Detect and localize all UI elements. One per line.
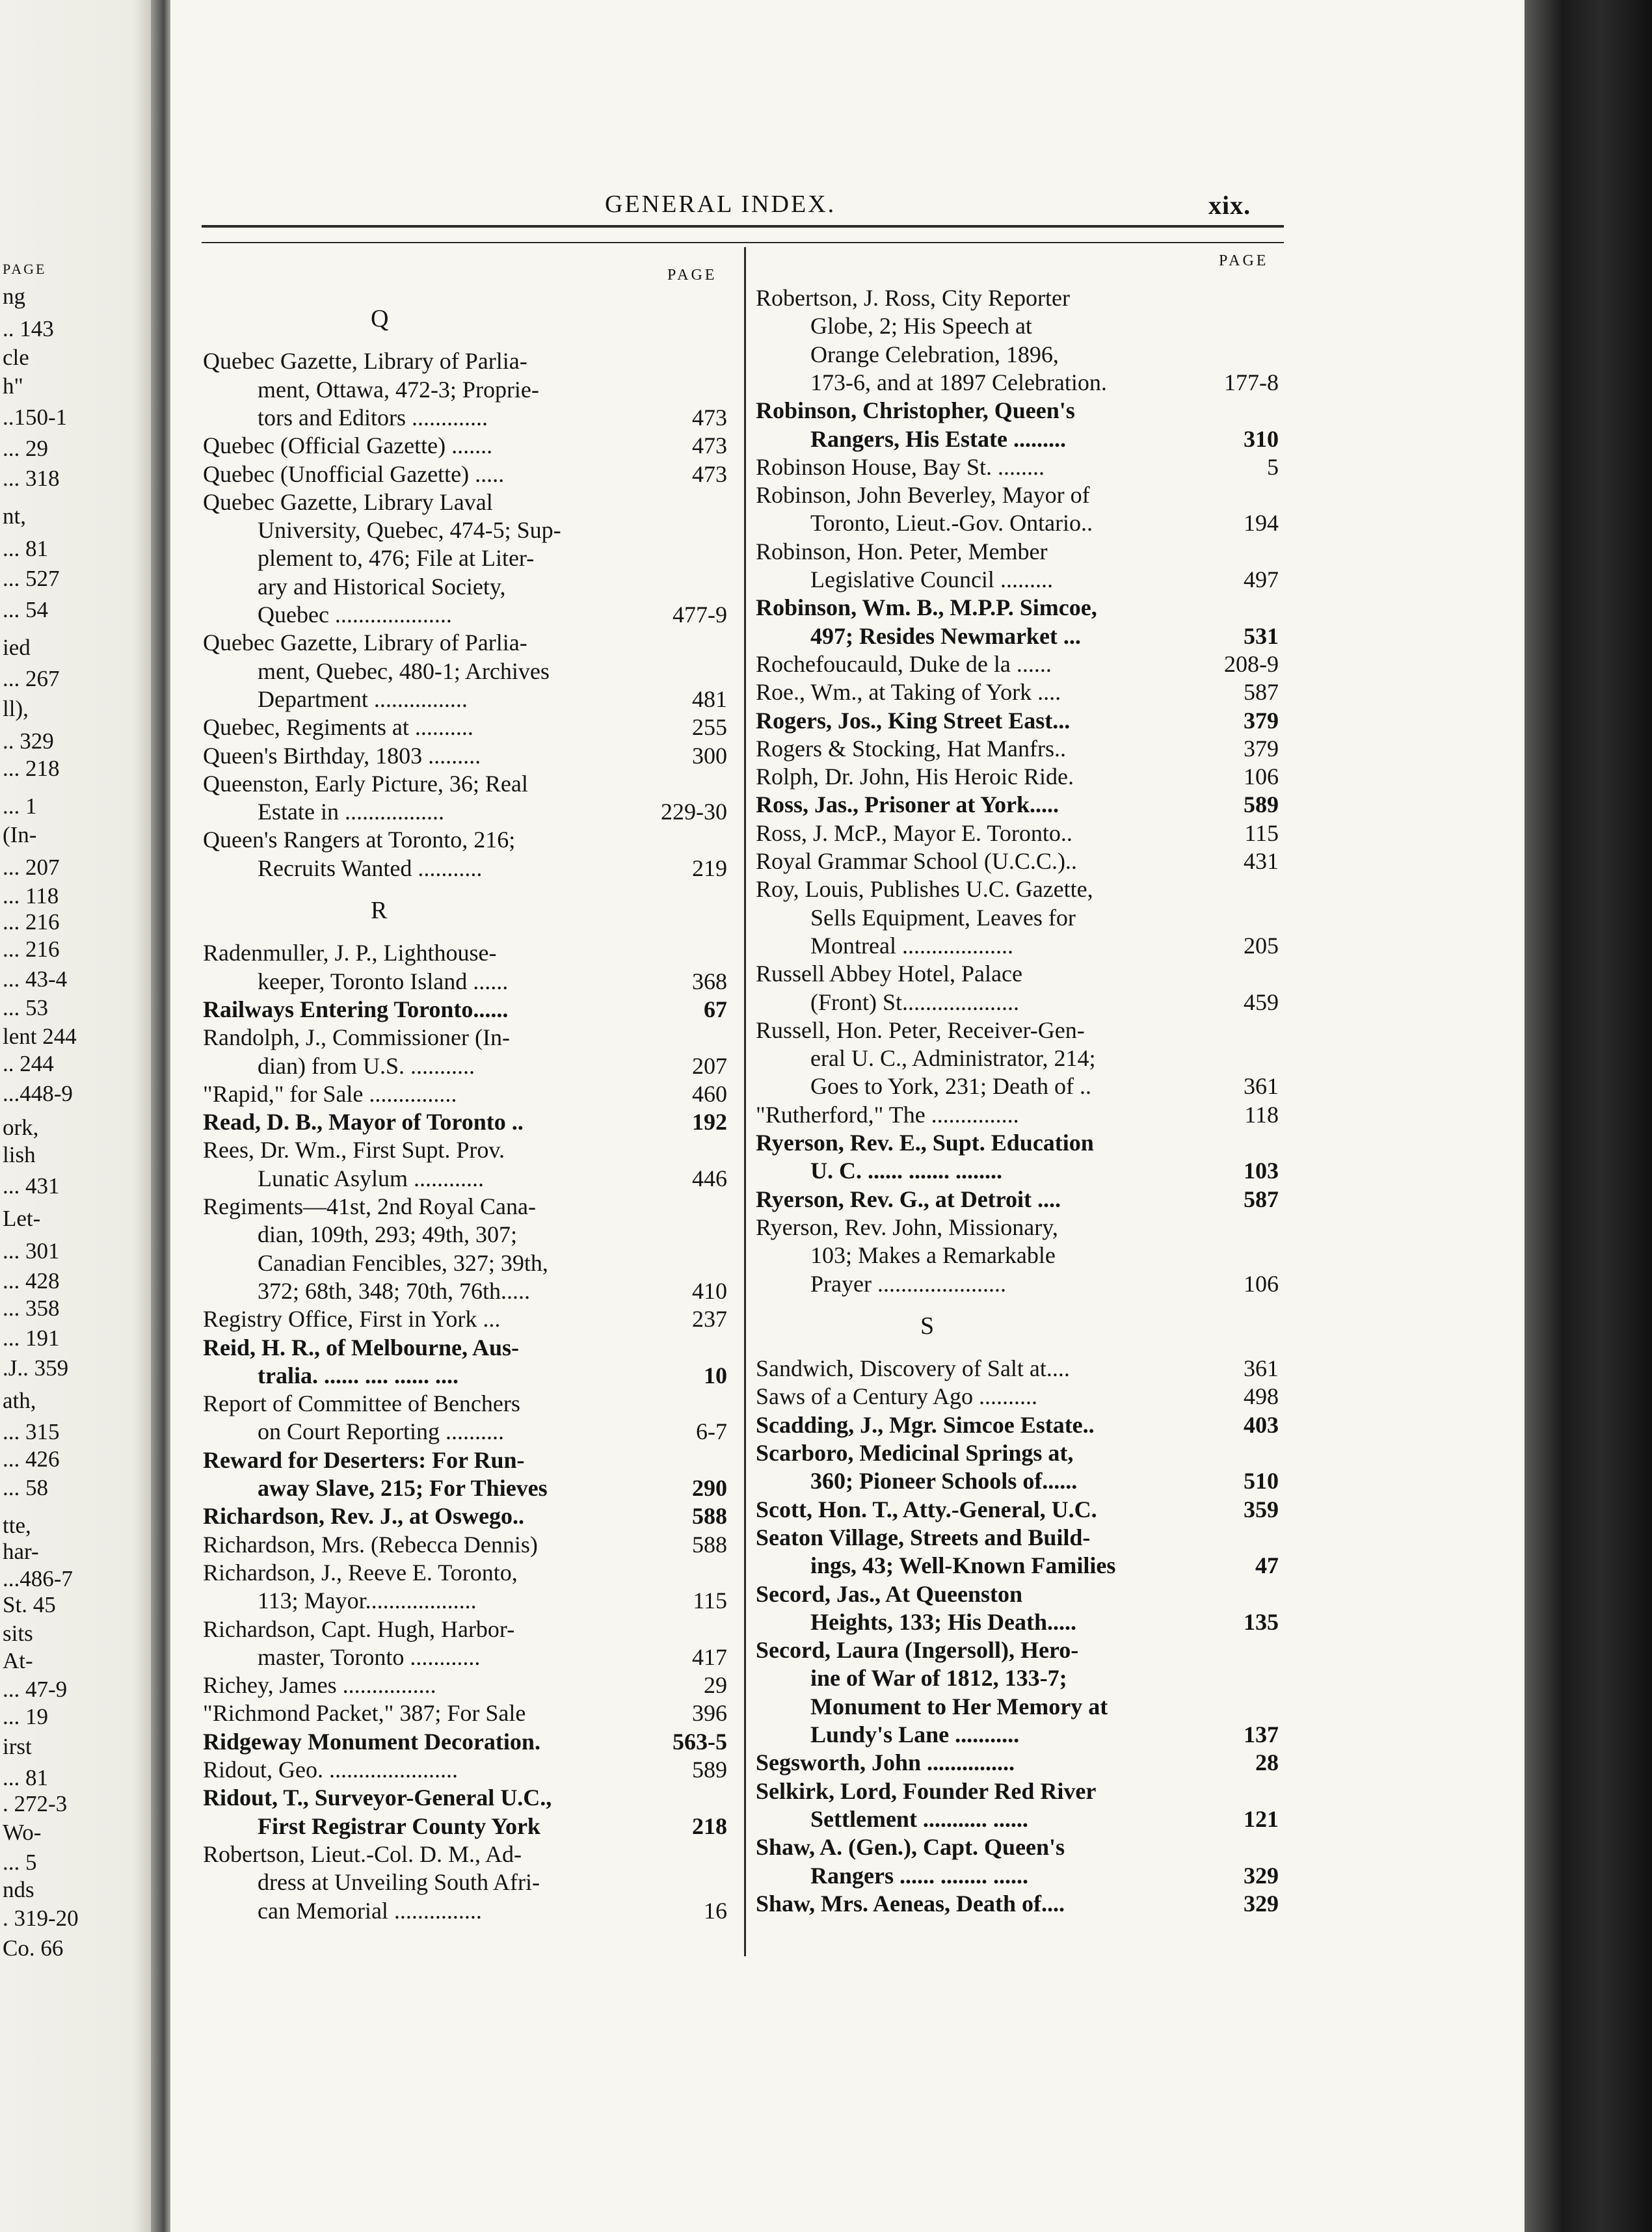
book-edge-shadow bbox=[1525, 0, 1652, 2232]
page-reference: 417 bbox=[692, 1643, 727, 1670]
fragment-line: . 319-20 bbox=[3, 1906, 79, 1931]
entry-continuation: Canadian Fencibles, 327; 39th, bbox=[258, 1249, 548, 1276]
entry-continuation: Sells Equipment, Leaves for bbox=[810, 904, 1076, 931]
page-reference: 208-9 bbox=[1224, 650, 1279, 677]
entry-continuation: Estate in ................. bbox=[258, 799, 444, 825]
fragment-line: St. 45 bbox=[3, 1592, 56, 1617]
fragment-line: ... 47-9 bbox=[3, 1677, 68, 1702]
fragment-line: ... 53 bbox=[3, 995, 48, 1020]
fragment-line: ...486-7 bbox=[3, 1566, 73, 1591]
entry-continuation: ine of War of 1812, 133-7; bbox=[810, 1665, 1067, 1692]
entry-continuation: Orange Celebration, 1896, bbox=[810, 341, 1059, 367]
page-reference: 6-7 bbox=[696, 1418, 727, 1445]
page-reference: 237 bbox=[692, 1306, 727, 1333]
entry-heading: Railways Entering Toronto...... bbox=[203, 996, 509, 1022]
page-reference: 177-8 bbox=[1224, 369, 1279, 395]
page-reference: 329 bbox=[1244, 1890, 1279, 1917]
section-letter: S bbox=[920, 1312, 935, 1340]
fragment-line: .. 244 bbox=[3, 1051, 54, 1076]
entry-heading: Richardson, Rev. J., at Oswego.. bbox=[203, 1503, 524, 1530]
entry-continuation: ings, 43; Well-Known Families bbox=[810, 1552, 1116, 1579]
fragment-line: ...448-9 bbox=[3, 1081, 73, 1106]
entry-heading: Quebec (Unofficial Gazette) ..... bbox=[203, 460, 505, 487]
fragment-line: h" bbox=[3, 373, 23, 399]
page-reference: 431 bbox=[1244, 848, 1279, 874]
entry-continuation: Legislative Council ......... bbox=[810, 566, 1053, 592]
entry-heading: "Rutherford," The ............... bbox=[756, 1101, 1019, 1128]
page-reference: 589 bbox=[692, 1757, 727, 1783]
entry-heading: Selkirk, Lord, Founder Red River bbox=[756, 1777, 1097, 1804]
entry-heading: Report of Committee of Benchers bbox=[203, 1390, 520, 1417]
entry-heading: Ross, J. McP., Mayor E. Toronto.. bbox=[756, 819, 1072, 846]
entry-continuation: tralia. ...... .... ...... .... bbox=[258, 1362, 459, 1388]
fragment-line: tte, bbox=[3, 1513, 31, 1538]
page-reference: 481 bbox=[692, 685, 727, 712]
entry-heading: Ridgeway Monument Decoration. bbox=[203, 1728, 540, 1755]
entry-continuation: Recruits Wanted ........... bbox=[258, 855, 483, 881]
section-letter: Q bbox=[371, 305, 389, 332]
page-reference: 473 bbox=[692, 404, 727, 431]
page-reference: 300 bbox=[692, 742, 727, 769]
page-reference: 379 bbox=[1244, 707, 1279, 734]
entry-continuation: dian) from U.S. ........... bbox=[258, 1052, 475, 1079]
fragment-line: ... 58 bbox=[3, 1475, 48, 1500]
fragment-line: ork, bbox=[3, 1115, 39, 1140]
page-reference: 510 bbox=[1244, 1468, 1279, 1495]
entry-continuation: plement to, 476; File at Liter- bbox=[258, 545, 535, 572]
fragment-line: At- bbox=[3, 1648, 33, 1673]
fragment-line: ... 426 bbox=[3, 1446, 60, 1472]
fragment-line: Let- bbox=[3, 1206, 41, 1231]
fragment-line: ... 5 bbox=[3, 1850, 37, 1875]
fragment-line: ... 207 bbox=[3, 855, 60, 880]
entry-heading: Read, D. B., Mayor of Toronto .. bbox=[203, 1109, 524, 1136]
entry-heading: Richardson, Capt. Hugh, Harbor- bbox=[203, 1615, 515, 1642]
page-reference: 229-30 bbox=[661, 799, 727, 825]
page-reference: 588 bbox=[692, 1531, 727, 1558]
page-reference: 396 bbox=[692, 1700, 727, 1727]
page-reference: 28 bbox=[1255, 1749, 1279, 1776]
entry-heading: Registry Office, First in York ... bbox=[203, 1306, 501, 1333]
entry-heading: Quebec, Regiments at .......... bbox=[203, 714, 473, 741]
entry-heading: Rogers, Jos., King Street East... bbox=[756, 707, 1071, 734]
page-reference: 219 bbox=[692, 855, 727, 881]
entry-continuation: 103; Makes a Remarkable bbox=[810, 1242, 1056, 1269]
fragment-line: har- bbox=[3, 1539, 39, 1564]
page-reference: 192 bbox=[692, 1109, 727, 1136]
entry-continuation: (Front) St.................... bbox=[810, 989, 1020, 1015]
fragment-line: ... 43-4 bbox=[3, 966, 68, 992]
page-reference: 410 bbox=[692, 1277, 727, 1304]
page-number: xix. bbox=[1208, 191, 1251, 220]
entry-continuation: ment, Ottawa, 472-3; Proprie- bbox=[258, 376, 539, 403]
fragment-line: ... 315 bbox=[3, 1419, 60, 1444]
page-reference: 118 bbox=[1244, 1101, 1279, 1128]
page-reference: 361 bbox=[1244, 1355, 1279, 1382]
fragment-line: ... 19 bbox=[3, 1704, 48, 1729]
page-reference: 218 bbox=[692, 1813, 727, 1839]
entry-heading: Rolph, Dr. John, His Heroic Ride. bbox=[756, 764, 1074, 790]
page-reference: 106 bbox=[1244, 1270, 1279, 1297]
entry-heading: Quebec (Official Gazette) ....... bbox=[203, 432, 493, 459]
entry-continuation: 173-6, and at 1897 Celebration. bbox=[810, 369, 1107, 395]
entry-heading: Scott, Hon. T., Atty.-General, U.C. bbox=[756, 1496, 1097, 1522]
fragment-line: ... 118 bbox=[3, 883, 59, 909]
fragment-line: (In- bbox=[3, 822, 37, 847]
entry-continuation: master, Toronto ............ bbox=[258, 1643, 481, 1670]
entry-heading: "Richmond Packet," 387; For Sale bbox=[203, 1700, 526, 1727]
page-reference: 121 bbox=[1244, 1805, 1279, 1832]
entry-continuation: keeper, Toronto Island ...... bbox=[258, 968, 509, 994]
page-reference: 498 bbox=[1244, 1383, 1279, 1410]
fragment-line: ... 81 bbox=[3, 1765, 48, 1790]
entry-heading: Ryerson, Rev. G., at Detroit .... bbox=[756, 1186, 1061, 1212]
fragment-line: cle bbox=[3, 345, 29, 370]
fragment-line: ... 29 bbox=[3, 436, 48, 461]
fragment-line: ll), bbox=[3, 696, 29, 721]
page-reference: 29 bbox=[704, 1672, 727, 1699]
entry-heading: Shaw, Mrs. Aeneas, Death of.... bbox=[756, 1890, 1065, 1917]
fragment-line: ... 318 bbox=[3, 466, 60, 491]
fragment-line: sits bbox=[3, 1621, 33, 1646]
page-reference: 67 bbox=[704, 996, 727, 1022]
page-reference: 460 bbox=[692, 1080, 727, 1107]
entry-continuation: Settlement ........... ...... bbox=[810, 1805, 1028, 1832]
page-reference: 473 bbox=[692, 460, 727, 487]
fragment-line: Co. 66 bbox=[3, 1935, 64, 1961]
entry-continuation: dress at Unveiling South Afri- bbox=[258, 1869, 540, 1896]
entry-continuation: 360; Pioneer Schools of...... bbox=[810, 1468, 1078, 1495]
page-column-label: PAGE bbox=[667, 267, 717, 284]
fragment-line: ... 358 bbox=[3, 1295, 60, 1321]
fragment-line: ... 301 bbox=[3, 1238, 60, 1264]
entry-heading: Queen's Birthday, 1803 ......... bbox=[203, 742, 481, 769]
page-reference: 587 bbox=[1244, 679, 1279, 706]
entry-continuation: eral U. C., Administrator, 214; bbox=[810, 1045, 1096, 1072]
fragment-line: ... 267 bbox=[3, 666, 60, 691]
page-reference: 103 bbox=[1244, 1158, 1279, 1184]
entry-heading: Reward for Deserters: For Run- bbox=[203, 1446, 525, 1473]
entry-heading: Ryerson, Rev. John, Missionary, bbox=[756, 1214, 1058, 1240]
page-reference: 205 bbox=[1244, 932, 1279, 959]
page-column-label: PAGE bbox=[1219, 252, 1269, 269]
fragment-line: ... 216 bbox=[3, 937, 60, 962]
entry-continuation: 372; 68th, 348; 70th, 76th..... bbox=[258, 1277, 531, 1304]
entry-continuation: Prayer ...................... bbox=[810, 1270, 1006, 1297]
entry-continuation: First Registrar County York bbox=[258, 1813, 540, 1839]
entry-heading: Rochefoucauld, Duke de la ...... bbox=[756, 650, 1052, 677]
fragment-line: ... 527 bbox=[3, 566, 60, 591]
entry-heading: Russell Abbey Hotel, Palace bbox=[756, 961, 1022, 987]
fragment-line: ... 191 bbox=[3, 1325, 60, 1351]
fragment-line: irst bbox=[3, 1734, 32, 1759]
page-reference: 531 bbox=[1244, 622, 1279, 649]
page-reference: 16 bbox=[704, 1897, 727, 1924]
entry-continuation: Department ................ bbox=[258, 685, 468, 712]
entry-heading: Randolph, J., Commissioner (In- bbox=[203, 1024, 510, 1051]
entry-heading: Robertson, Lieut.-Col. D. M., Ad- bbox=[203, 1840, 522, 1867]
fragment-line: . 272-3 bbox=[3, 1791, 68, 1816]
fragment-line: ied bbox=[3, 635, 31, 660]
fragment-line: .. 329 bbox=[3, 728, 54, 754]
entry-continuation: tors and Editors ............. bbox=[258, 404, 488, 431]
page-reference: 135 bbox=[1244, 1608, 1279, 1635]
entry-continuation: on Court Reporting .......... bbox=[258, 1418, 504, 1445]
page-reference: 563-5 bbox=[673, 1728, 727, 1755]
entry-heading: Scadding, J., Mgr. Simcoe Estate.. bbox=[756, 1411, 1095, 1438]
entry-heading: Ridout, T., Surveyor-General U.C., bbox=[203, 1785, 552, 1811]
entry-heading: Saws of a Century Ago .......... bbox=[756, 1383, 1037, 1410]
entry-heading: Radenmuller, J. P., Lighthouse- bbox=[203, 940, 497, 966]
entry-heading: Quebec Gazette, Library of Parlia- bbox=[203, 348, 527, 375]
entry-heading: Richardson, J., Reeve E. Toronto, bbox=[203, 1559, 518, 1586]
page-reference: 115 bbox=[1244, 819, 1279, 846]
entry-continuation: Montreal ................... bbox=[810, 932, 1013, 959]
page-reference: 361 bbox=[1244, 1073, 1279, 1100]
header-rule-thin bbox=[202, 242, 1284, 243]
entry-heading: Shaw, A. (Gen.), Capt. Queen's bbox=[756, 1834, 1065, 1861]
page-reference: 497 bbox=[1244, 566, 1279, 592]
page-reference: 106 bbox=[1244, 764, 1279, 790]
entry-heading: Roe., Wm., at Taking of York .... bbox=[756, 679, 1061, 706]
page-reference: 329 bbox=[1244, 1862, 1279, 1889]
page-reference: 459 bbox=[1244, 989, 1279, 1015]
entry-continuation: away Slave, 215; For Thieves bbox=[258, 1475, 548, 1501]
entry-heading: Ross, Jas., Prisoner at York..... bbox=[756, 791, 1059, 818]
entry-heading: Robinson, Hon. Peter, Member bbox=[756, 538, 1048, 565]
entry-heading: Robinson House, Bay St. ........ bbox=[756, 453, 1045, 480]
page-reference: 115 bbox=[693, 1588, 727, 1614]
page-reference: 255 bbox=[692, 714, 727, 741]
entry-continuation: Toronto, Lieut.-Gov. Ontario.. bbox=[810, 510, 1093, 537]
section-letter: R bbox=[371, 897, 388, 924]
entry-continuation: Goes to York, 231; Death of .. bbox=[810, 1073, 1091, 1100]
entry-heading: Seaton Village, Streets and Build- bbox=[756, 1524, 1091, 1550]
entry-continuation: ary and Historical Society, bbox=[258, 573, 506, 600]
fragment-line: ... 216 bbox=[3, 909, 60, 935]
fragment-line: nds bbox=[3, 1877, 34, 1902]
entry-continuation: Rangers ...... ........ ...... bbox=[810, 1862, 1028, 1889]
entry-continuation: Monument to Her Memory at bbox=[810, 1693, 1108, 1720]
fragment-line: ath, bbox=[3, 1388, 36, 1413]
page-reference: 47 bbox=[1255, 1552, 1279, 1579]
entry-heading: Scarboro, Medicinal Springs at, bbox=[756, 1440, 1074, 1466]
entry-heading: Roy, Louis, Publishes U.C. Gazette, bbox=[756, 876, 1093, 903]
page-reference: 403 bbox=[1244, 1411, 1279, 1438]
entry-continuation: Lundy's Lane ........... bbox=[810, 1721, 1020, 1747]
fragment-line: ng bbox=[3, 284, 25, 309]
entry-heading: Sandwich, Discovery of Salt at.... bbox=[756, 1355, 1070, 1382]
fragment-line: nt, bbox=[3, 503, 26, 529]
entry-heading: Royal Grammar School (U.C.C.).. bbox=[756, 848, 1077, 874]
entry-heading: Robinson, Wm. B., M.P.P. Simcoe, bbox=[756, 594, 1097, 621]
page-reference: 379 bbox=[1244, 735, 1279, 762]
fragment-line: PAGE bbox=[3, 261, 47, 277]
page-reference: 368 bbox=[692, 968, 727, 994]
fragment-line: ... 1 bbox=[3, 793, 37, 819]
entry-continuation: Heights, 133; His Death..... bbox=[810, 1608, 1076, 1635]
page-reference: 290 bbox=[692, 1475, 727, 1501]
entry-heading: Quebec Gazette, Library of Parlia- bbox=[203, 630, 527, 656]
fragment-line: lent 244 bbox=[3, 1024, 77, 1049]
page-reference: 473 bbox=[692, 432, 727, 459]
entry-heading: Segsworth, John ............... bbox=[756, 1749, 1015, 1776]
fragment-line: .J.. 359 bbox=[3, 1355, 69, 1381]
entry-continuation: ment, Quebec, 480-1; Archives bbox=[258, 658, 550, 684]
entry-heading: Queenston, Early Picture, 36; Real bbox=[203, 770, 528, 797]
entry-heading: Quebec Gazette, Library Laval bbox=[203, 488, 493, 515]
header-rule bbox=[202, 225, 1284, 228]
fragment-line: ... 428 bbox=[3, 1268, 60, 1294]
entry-heading: Rogers & Stocking, Hat Manfrs.. bbox=[756, 735, 1066, 762]
page-reference: 137 bbox=[1244, 1721, 1279, 1747]
page-reference: 5 bbox=[1267, 453, 1279, 480]
entry-continuation: can Memorial ............... bbox=[258, 1897, 482, 1924]
entry-continuation: dian, 109th, 293; 49th, 307; bbox=[258, 1221, 517, 1248]
fragment-line: ... 431 bbox=[3, 1173, 60, 1199]
page-reference: 194 bbox=[1244, 510, 1279, 537]
entry-heading: Secord, Jas., At Queenston bbox=[756, 1580, 1023, 1607]
page-reference: 589 bbox=[1244, 791, 1279, 818]
column-divider bbox=[744, 247, 746, 1956]
entry-continuation: 113; Mayor................... bbox=[258, 1588, 477, 1614]
entry-heading: Robinson, John Beverley, Mayor of bbox=[756, 482, 1090, 509]
entry-heading: Reid, H. R., of Melbourne, Aus- bbox=[203, 1334, 519, 1361]
page-reference: 477-9 bbox=[673, 602, 727, 628]
entry-heading: Ryerson, Rev. E., Supt. Education bbox=[756, 1130, 1094, 1156]
page-reference: 310 bbox=[1244, 425, 1279, 452]
entry-heading: Russell, Hon. Peter, Receiver-Gen- bbox=[756, 1016, 1085, 1043]
fragment-line: ... 81 bbox=[3, 536, 48, 561]
entry-heading: Ridout, Geo. ...................... bbox=[203, 1757, 458, 1783]
entry-continuation: Quebec .................... bbox=[258, 602, 452, 628]
entry-heading: Queen's Rangers at Toronto, 216; bbox=[203, 827, 516, 853]
entry-heading: "Rapid," for Sale ............... bbox=[203, 1080, 457, 1107]
fragment-line: ... 218 bbox=[3, 756, 60, 781]
entry-heading: Richardson, Mrs. (Rebecca Dennis) bbox=[203, 1531, 538, 1558]
fragment-line: ... 54 bbox=[3, 597, 48, 622]
page-reference: 587 bbox=[1244, 1186, 1279, 1212]
fragment-line: .. 143 bbox=[3, 316, 54, 341]
entry-heading: Robinson, Christopher, Queen's bbox=[756, 397, 1075, 424]
fragment-line: lish bbox=[3, 1142, 36, 1167]
page-reference: 359 bbox=[1244, 1496, 1279, 1522]
entry-heading: Rees, Dr. Wm., First Supt. Prov. bbox=[203, 1137, 505, 1163]
entry-heading: Richey, James ................ bbox=[203, 1672, 436, 1699]
entry-heading: Robertson, J. Ross, City Reporter bbox=[756, 285, 1070, 311]
page-reference: 446 bbox=[692, 1165, 727, 1191]
page-reference: 10 bbox=[704, 1362, 727, 1388]
entry-continuation: Rangers, His Estate ......... bbox=[810, 425, 1066, 452]
entry-heading: Regiments—41st, 2nd Royal Cana- bbox=[203, 1193, 536, 1219]
entry-continuation: Globe, 2; His Speech at bbox=[810, 313, 1032, 339]
entry-continuation: U. C. ...... ....... ........ bbox=[810, 1158, 1002, 1184]
page-title: GENERAL INDEX. bbox=[605, 191, 836, 218]
page-reference: 588 bbox=[692, 1503, 727, 1530]
entry-continuation: 497; Resides Newmarket ... bbox=[810, 622, 1081, 649]
entry-continuation: University, Quebec, 474-5; Sup- bbox=[258, 517, 561, 544]
fragment-line: ..150-1 bbox=[3, 405, 68, 430]
fragment-line: Wo- bbox=[3, 1820, 42, 1845]
page-reference: 207 bbox=[692, 1052, 727, 1079]
entry-continuation: Lunatic Asylum ............ bbox=[258, 1165, 484, 1191]
entry-heading: Secord, Laura (Ingersoll), Hero- bbox=[756, 1637, 1079, 1664]
